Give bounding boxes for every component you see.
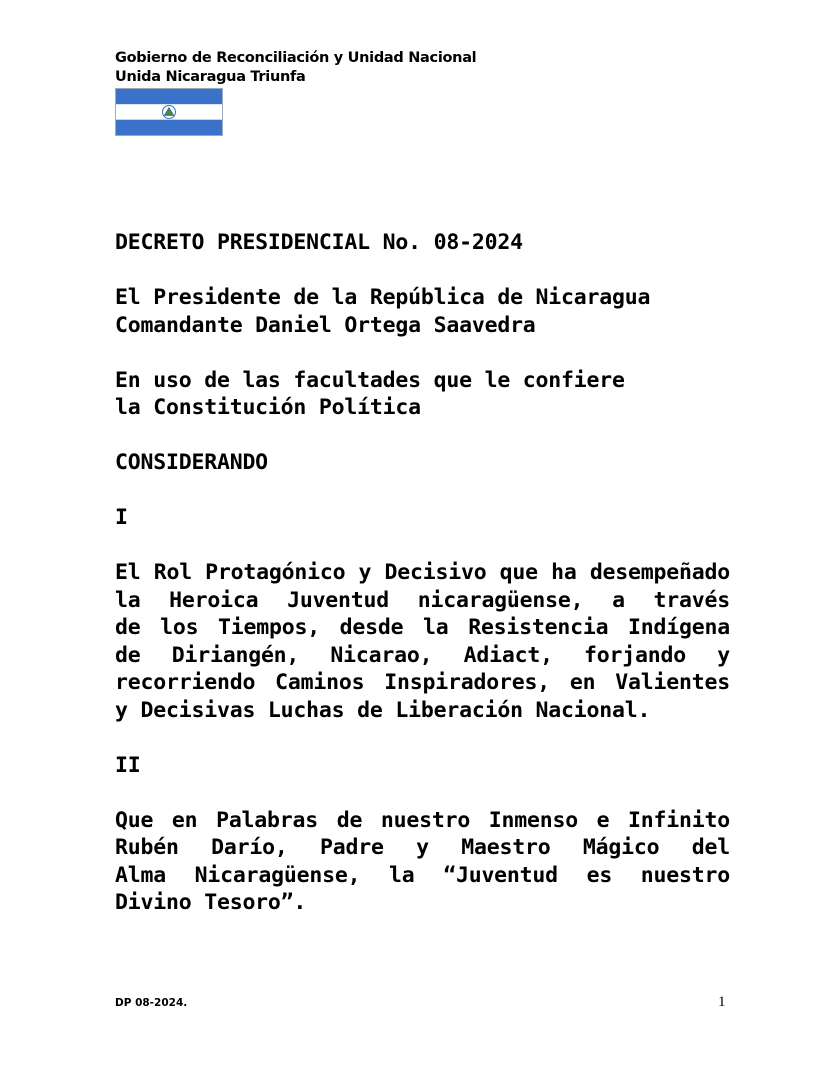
- paragraph-line: y Decisivas Luchas de Liberación Nacional.: [115, 697, 651, 723]
- nicaragua-flag-icon: [115, 88, 223, 136]
- powers-line: la Constitución Política: [115, 395, 421, 420]
- decree-body: [115, 229, 730, 944]
- section-numeral: II: [115, 752, 141, 778]
- authority-line: El Presidente de la República de Nicaragua: [115, 285, 651, 310]
- authority-line: Comandante Daniel Ortega Saavedra: [115, 312, 536, 338]
- government-name: Gobierno de Reconciliación y Unidad Nacional: [115, 50, 477, 66]
- paragraph-line: Divino Tesoro”.: [115, 890, 307, 915]
- letterhead: [115, 49, 476, 87]
- considering-paragraph: [115, 559, 730, 724]
- powers-line: En uso de las facultades que le confiere: [115, 367, 625, 393]
- legal-powers: [115, 367, 730, 422]
- paragraph-line: Que en Palabras de nuestro Inmenso e Infinito: [115, 807, 730, 833]
- paragraph-line: Rubén Darío, Padre y Maestro Mágico del: [115, 835, 730, 860]
- paragraph-line: de Diriangén, Nicarao, Adiact, forjando y: [115, 642, 730, 668]
- paragraph-line: de los Tiempos, desde la Resistencia Indígena: [115, 615, 730, 640]
- footer-reference: DP 08-2024.: [115, 997, 188, 1009]
- issuing-authority: [115, 284, 730, 339]
- considering-paragraph: [115, 807, 730, 917]
- page-number: 1: [718, 994, 726, 1010]
- paragraph-line: Alma Nicaragüense, la “Juventud es nuestro: [115, 862, 730, 888]
- considering-heading: CONSIDERANDO: [115, 450, 268, 475]
- government-slogan: Unida Nicaragua Triunfa: [115, 69, 306, 85]
- decree-title: DECRETO PRESIDENCIAL No. 08-2024: [115, 230, 523, 255]
- paragraph-line: El Rol Protagónico y Decisivo que ha desempeñado: [115, 560, 730, 585]
- section-numeral: I: [115, 505, 128, 530]
- paragraph-line: recorriendo Caminos Inspiradores, en Valientes: [115, 670, 730, 695]
- paragraph-line: la Heroica Juventud nicaragüense, a través: [115, 587, 730, 613]
